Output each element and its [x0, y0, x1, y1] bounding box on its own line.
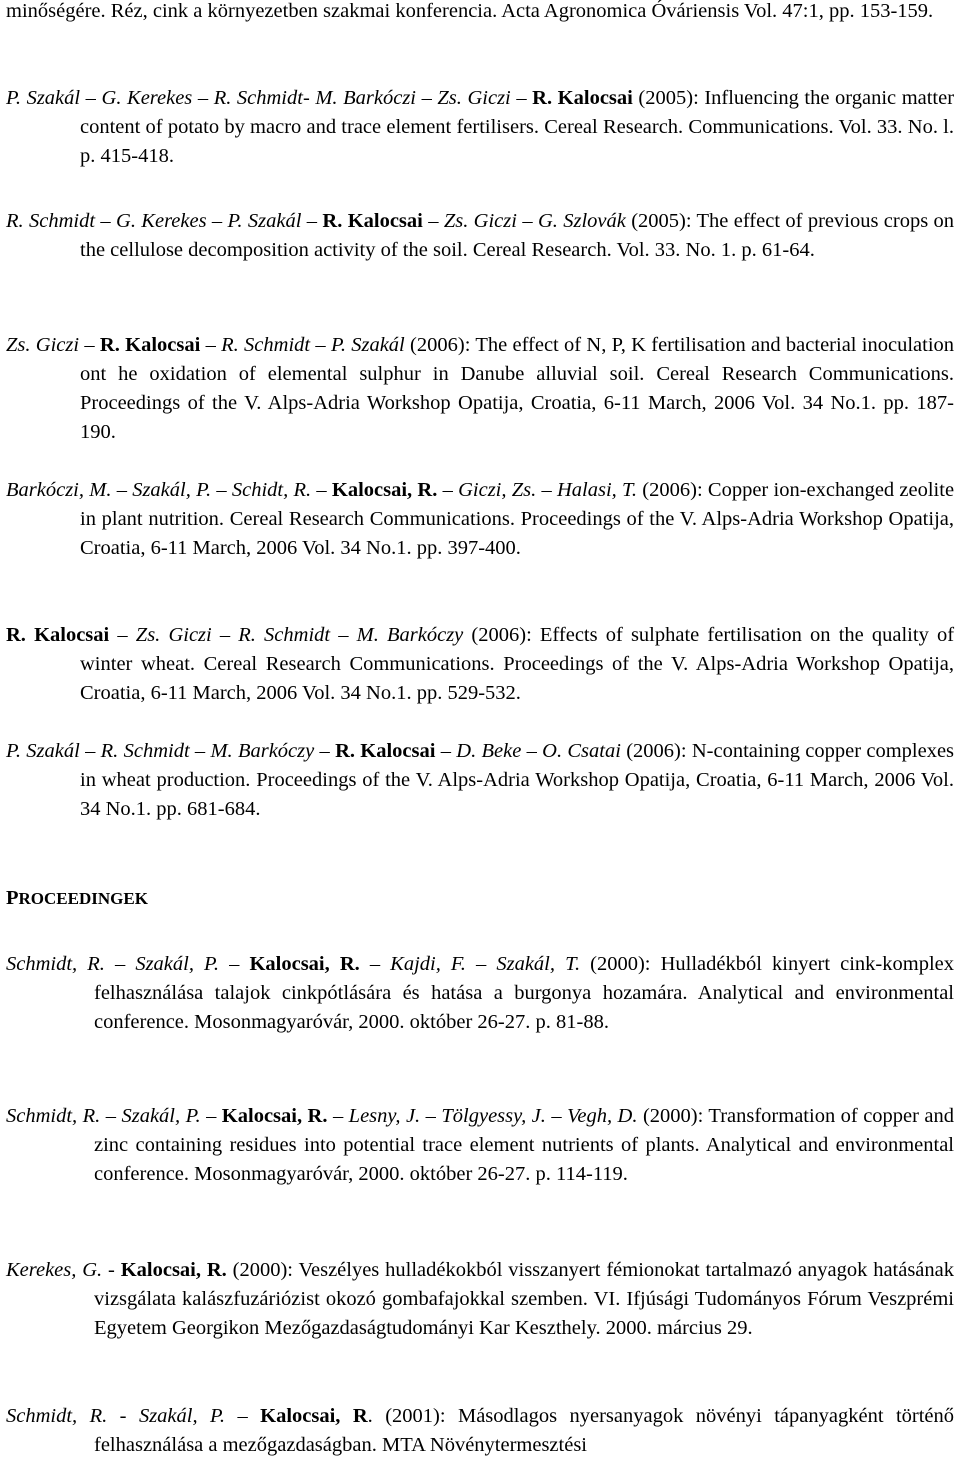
author-name: Szakál, P. [121, 1105, 201, 1127]
author-name: Schmidt, R. [6, 1405, 108, 1427]
reference-text: minőségére. Réz, cink a környezetben szakmai konferencia. Acta Agronomica Óváriensis Vol. 47:1, pp. 153-159. [6, 0, 934, 22]
author-separator: – [225, 1405, 261, 1427]
citation-details: (2006): The effect of N, P, K fertilisation and bacterial inoculation ont he oxidation of elemental sulphur in Danube alluvial soil. Cereal Research Communications. Proceedings of the V. Alps-Adria Workshop Opatija, Croatia, 6-11 March, 2006 Vol. 34 No.1. pp. 187-190. [80, 334, 955, 443]
author-name: R. Schmidt- M. Barkóczi [213, 87, 416, 109]
author-name: Kalocsai, R [260, 1405, 368, 1427]
author-name: Zs. Giczi [443, 210, 517, 232]
author-separator: – [310, 334, 331, 356]
proceedings-entry [6, 1256, 954, 1343]
author-name: R. Schmidt [221, 334, 311, 356]
author-separator: – [536, 479, 557, 501]
citation-details: (2005): Influencing the organic matter content of potato by macro and trace element fertilisers. Cereal Research. Communications. Vol. 33. No. l. p. 415-418. [80, 87, 955, 167]
author-name: P. Szakál [227, 210, 302, 232]
author-name: M. Barkóczy [210, 740, 315, 762]
author-name: Kalocsai, R. [331, 479, 438, 501]
author-name: Zs. Giczi [135, 624, 212, 646]
author-separator: – [189, 740, 211, 762]
author-name: Kalocsai, R. [249, 953, 360, 975]
proceedings-entry [6, 950, 954, 1037]
author-separator: – [301, 210, 323, 232]
author-name: R. Schmidt [6, 210, 96, 232]
author-name: O. Csatai [542, 740, 621, 762]
author-name: P. Szakál [6, 87, 81, 109]
author-name: Szakál, T. [496, 953, 581, 975]
author-separator: - [107, 1405, 139, 1427]
author-name: R. Kalocsai [322, 210, 423, 232]
author-separator: – [516, 210, 538, 232]
author-separator: – [219, 953, 250, 975]
author-separator: – [192, 87, 214, 109]
author-name: Lesny, J. [348, 1105, 421, 1127]
author-separator: - [102, 1259, 121, 1281]
author-name: R. Kalocsai [6, 624, 110, 646]
reference-entry [6, 621, 954, 708]
reference-entry-continued [6, 0, 954, 26]
citation-details: (2000): Transformation of copper and zinc containing residues into potential trace element nutrients of plants. Analytical and environmental conference. Mosonmagyaróvár, 2000. október 26-27. p. 114-119. [94, 1105, 955, 1185]
author-separator: – [510, 87, 533, 109]
author-separator: – [109, 624, 136, 646]
reference-entry [6, 84, 954, 171]
author-name: Schmidt, R. [6, 953, 105, 975]
author-name: R. Kalocsai [532, 87, 633, 109]
citation-details: (2006): N-containing copper complexes in wheat production. Proceedings of the V. Alps-Adria Workshop Opatija, Croatia, 6-11 March, 2006 Vol. 34 No.1. pp. 681-684. [80, 740, 955, 820]
author-name: R. Kalocsai [335, 740, 436, 762]
author-name: R. Schmidt [238, 624, 331, 646]
author-name: R. Schmidt [100, 740, 190, 762]
author-name: Zs. Giczi [6, 334, 80, 356]
author-separator: – [200, 334, 222, 356]
proceedings-entry [6, 1102, 954, 1189]
reference-entry [6, 207, 954, 265]
author-separator: – [327, 1105, 349, 1127]
author-name: G. Szlovák [537, 210, 626, 232]
author-name: Szakál, P. [135, 953, 220, 975]
author-separator: – [437, 479, 459, 501]
author-name: Schidt, R. [231, 479, 312, 501]
author-separator: – [100, 1105, 122, 1127]
author-name: Schmidt, R. [6, 1105, 101, 1127]
author-separator: – [211, 624, 239, 646]
author-name: G. Kerekes [116, 210, 207, 232]
reference-entry [6, 737, 954, 824]
citation-details: (2006): Effects of sulphate fertilisation on the quality of winter wheat. Cereal Research Communications. Proceedings of the V. Alps-Adria Workshop Opatija, Croatia, 6-11 March, 2006 Vol. 34 No.1. pp. 529-532. [80, 624, 955, 704]
reference-entry [6, 476, 954, 563]
author-name: G. Kerekes [101, 87, 193, 109]
author-separator: – [359, 953, 391, 975]
author-name: P. Szakál [6, 740, 80, 762]
author-separator: – [200, 1105, 222, 1127]
author-name: Szakál, P. [138, 1405, 226, 1427]
author-name: P. Szakál [330, 334, 405, 356]
citation-details: (2005): The effect of previous crops on the cellulose decomposition activity of the soil. Cereal Research. Vol. 33. No. 1. p. 61-64. [80, 210, 955, 261]
author-separator: – [330, 624, 357, 646]
author-name: Kajdi, F. [390, 953, 466, 975]
author-name: Giczi, Zs. [458, 479, 537, 501]
author-name: R. Kalocsai [99, 334, 201, 356]
author-name: Vegh, D. [567, 1105, 638, 1127]
author-separator: – [545, 1105, 568, 1127]
author-name: Kalocsai, R. [221, 1105, 328, 1127]
author-separator: – [79, 740, 101, 762]
author-name: Zs. Giczi [437, 87, 511, 109]
author-separator: – [79, 334, 100, 356]
author-name: Szakál, P. [132, 479, 212, 501]
author-separator: – [422, 210, 444, 232]
author-name: Kerekes, G. [6, 1259, 103, 1281]
author-separator: – [95, 210, 117, 232]
author-separator: – [80, 87, 102, 109]
author-name: Halasi, T. [557, 479, 638, 501]
author-separator: – [314, 740, 336, 762]
author-separator: – [465, 953, 497, 975]
author-name: Barkóczi, M. [6, 479, 112, 501]
citation-details: (2006): Copper ion-exchanged zeolite in plant nutrition. Cereal Research Communications. Proceedings of the V. Alps-Adria Workshop Opatija, Croatia, 6-11 March, 2006 Vol. 34 No.1. pp. 397-400. [80, 479, 955, 559]
citation-details: . (2001): Másodlagos nyersanyagok növényi tápanyagként történő felhasználása a mezőgazdaságban. MTA Növénytermesztési [94, 1405, 955, 1456]
author-name: M. Barkóczy [356, 624, 464, 646]
author-separator: – [416, 87, 438, 109]
author-separator: – [521, 740, 543, 762]
author-separator: – [211, 479, 232, 501]
proceedings-entry [6, 1402, 954, 1460]
citation-details: (2000): Hulladékból kinyert cink-komplex felhasználása talajok cinkpótlására és hatása a burgonya hozamára. Analytical and environmental conference. Mosonmagyaróvár, 2000. október 26-27. p. 81-88. [94, 953, 955, 1033]
author-separator: – [311, 479, 332, 501]
author-separator: – [206, 210, 228, 232]
author-separator: – [111, 479, 133, 501]
author-separator: – [420, 1105, 442, 1127]
reference-entry [6, 331, 954, 447]
author-separator: – [104, 953, 136, 975]
citation-details: (2000): Veszélyes hulladékokból visszanyert fémionokat tartalmazó anyagok hatásának vizsgálata kalászfuzáriózist okozó gombafajokkal szemben. VI. Ifjúsági Tudományos Fórum Veszprémi Egyetem Georgikon Mezőgazdaságtudományi Kar Keszthely. 2000. március 29. [94, 1259, 955, 1339]
author-name: Tölgyessy, J. [441, 1105, 546, 1127]
section-heading: PROCEEDINGEK [6, 887, 148, 909]
author-name: D. Beke [456, 740, 522, 762]
author-name: Kalocsai, R. [120, 1259, 227, 1281]
author-separator: – [435, 740, 457, 762]
